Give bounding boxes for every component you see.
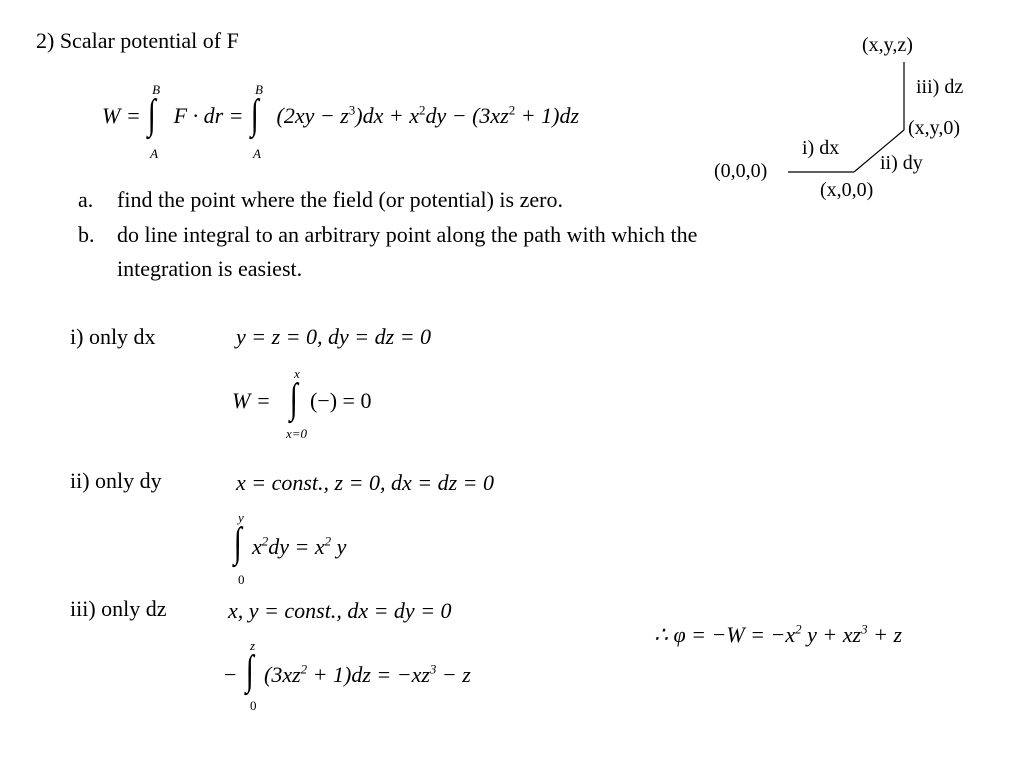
point-xy0: (x,y,0) [908, 117, 961, 139]
final-result [654, 622, 902, 648]
step-3-integrand: (3xz [264, 662, 301, 687]
result-part-c: + z [873, 622, 903, 647]
step-1-equation [232, 366, 432, 442]
work-integrand-part4: + 1)dz [520, 103, 579, 129]
step-3-exp-3: 3 [429, 661, 437, 677]
step-3-result: + 1)dz = −xz [312, 662, 430, 687]
result-exp-3: 3 [861, 621, 868, 637]
segment-dy-label: ii) dy [880, 152, 923, 174]
work-equation [102, 82, 579, 161]
task-b-marker: b. [78, 222, 95, 247]
point-origin: (0,0,0) [714, 160, 768, 182]
result-part-a: ∴ φ = −W = −x [654, 622, 796, 647]
segment-dz-label: iii) dz [916, 76, 964, 98]
page-title: 2) Scalar potential of F [36, 28, 239, 53]
step-1-upper: x [294, 366, 300, 381]
integral-lower-2: A [253, 146, 261, 161]
task-a-text: find the point where the field (or potential) is zero. [117, 187, 563, 212]
point-xyz: (x,y,z) [862, 34, 913, 56]
step-1-label: i) only dx [70, 324, 156, 349]
segment-dx-label: i) dx [802, 137, 840, 159]
work-integrand-vector: F · dr = [173, 103, 244, 129]
integral-lower-1: A [150, 146, 159, 161]
integral-symbol-1: B ∫ A [147, 82, 161, 161]
step-2-exp-a: 2 [261, 533, 269, 549]
step-2-y: y [336, 534, 347, 559]
step-1-lhs: W = [232, 388, 271, 413]
point-x00: (x,0,0) [820, 179, 874, 201]
work-lhs: W = [102, 103, 141, 129]
step-1-rhs: (−) = 0 [310, 388, 372, 413]
step-2-dy: dy = x [268, 534, 325, 559]
result-part-b: y + xz [807, 622, 862, 647]
step-2-upper: y [238, 510, 244, 525]
work-exp-2b: 2 [508, 102, 516, 118]
step-3-minus: − [224, 662, 237, 687]
work-integrand-part2: )dx + x [355, 103, 419, 129]
integral-symbol-2: B ∫ A [250, 82, 263, 161]
result-exp-2: 2 [795, 621, 802, 637]
step-3-lower: 0 [250, 698, 257, 713]
step-1-condition: y = z = 0, dy = dz = 0 [236, 324, 432, 349]
step-1-lower: x=0 [286, 426, 308, 441]
work-integrand-part3: dy − (3xz [425, 103, 509, 129]
work-exp-3: 3 [348, 102, 356, 118]
step-3-upper: z [250, 638, 256, 653]
step-3-exp-2: 2 [300, 661, 308, 677]
task-b-text: do line integral to an arbitrary point along the path with which the [117, 222, 698, 247]
step-3-equation [224, 636, 524, 716]
integral-upper-1: B [152, 82, 161, 97]
step-2-label: ii) only dy [70, 468, 162, 493]
step-2-x: x [252, 534, 262, 559]
step-1-integral-symbol: ∫ [289, 376, 298, 422]
step-2-integral-symbol: ∫ [233, 520, 242, 566]
step-2-equation [232, 508, 432, 588]
task-a-marker: a. [78, 187, 94, 212]
step-2-exp-b: 2 [324, 533, 332, 549]
step-3-label: iii) only dz [70, 596, 167, 621]
step-3-result-tail: − z [441, 662, 471, 687]
work-integrand-part1: (2xy − z [276, 103, 349, 129]
work-exp-2a: 2 [419, 102, 426, 118]
integral-upper-2: B [255, 82, 263, 97]
step-3-condition: x, y = const., dx = dy = 0 [228, 598, 452, 623]
task-b-text-cont: integration is easiest. [117, 256, 303, 281]
step-3-integral-symbol: ∫ [245, 648, 254, 694]
step-2-condition: x = const., z = 0, dx = dz = 0 [236, 470, 494, 495]
step-2-lower: 0 [238, 572, 245, 587]
